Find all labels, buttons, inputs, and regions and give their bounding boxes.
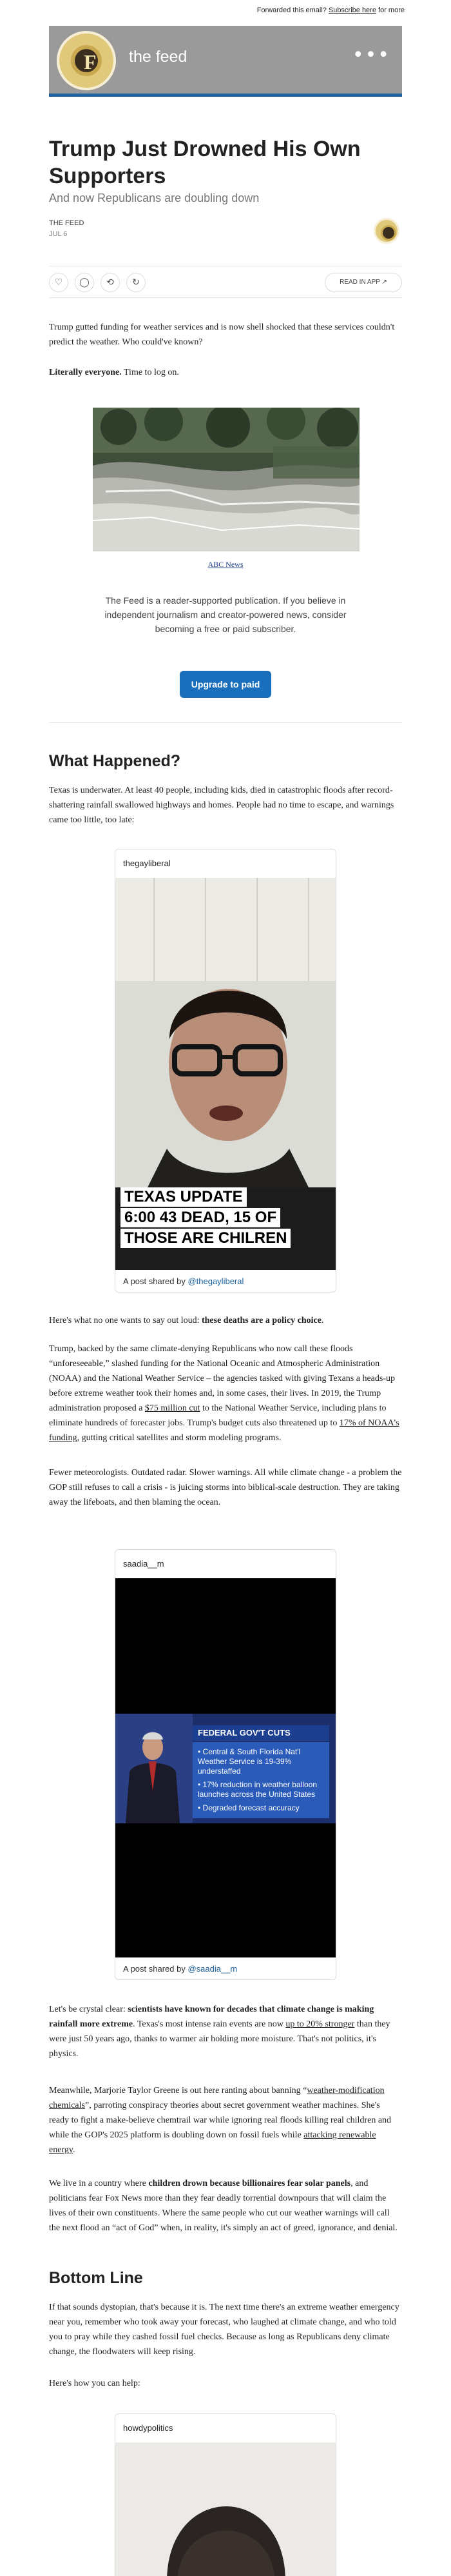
forward-text: Forwarded this email? bbox=[256, 6, 327, 14]
embed-username[interactable]: howdypolitics bbox=[123, 2423, 173, 2433]
author-avatar[interactable] bbox=[374, 218, 399, 244]
noaa-b: to the National Weather Service, including plans to eliminate hundreds of forecaster jobs. Trump's budget cuts also threatened up to bbox=[49, 1403, 387, 1428]
drown-pre: We live in a country where bbox=[49, 2179, 149, 2188]
drown-bold: children drown because billionaires fear solar panels bbox=[148, 2179, 351, 2188]
forward-bar bbox=[0, 6, 405, 14]
section-heading-what-happened: What Happened? bbox=[49, 752, 181, 770]
intro-paragraph-2 bbox=[49, 365, 402, 380]
clear-mid: . Texas's most intense rain events are now bbox=[133, 2019, 286, 2029]
link-noaa-funding[interactable]: 17% of NOAA's funding bbox=[49, 1418, 399, 1443]
mtg-c: . bbox=[72, 2145, 75, 2155]
paragraph-crystal-clear bbox=[49, 2002, 402, 2061]
overlay-line-1: TEXAS UPDATE bbox=[120, 1187, 247, 1207]
policy-pre: Here's what no one wants to say out loud: bbox=[49, 1316, 202, 1325]
news-bullet-2: • 17% reduction in weather balloon launches across the United States bbox=[198, 1780, 317, 1799]
logo-emblem bbox=[71, 45, 102, 76]
intro-paragraph: Trump gutted funding for weather services and is now shell shocked that these services couldn't predict the weather. Who could've known? bbox=[49, 322, 395, 347]
link-weather-modification[interactable]: weather-modification chemicals bbox=[49, 2086, 385, 2110]
article-title: Trump Just Drowned His Own Supporters bbox=[49, 137, 361, 188]
flood-photo[interactable] bbox=[93, 408, 360, 551]
upgrade-button[interactable]: Upgrade to paid bbox=[180, 671, 271, 698]
author-name[interactable]: THE FEED bbox=[49, 219, 84, 227]
paragraph-noaa-cuts bbox=[49, 1342, 402, 1445]
forward-suffix: for more bbox=[378, 6, 405, 14]
embed-footer-handle[interactable]: @thegayliberal bbox=[187, 1276, 244, 1286]
mtg-b: ”, parroting conspiracy theories about secret government weather machines. She's ready to fight a make-believe chemtrail war while ignoring real floods killing real children and while the GOP's 2025 platform is doubling down on fossil fuels while bbox=[49, 2101, 392, 2140]
link-20-percent-stronger[interactable]: up to 20% stronger bbox=[285, 2019, 355, 2029]
embed-footer-prefix: A post shared by bbox=[123, 1276, 188, 1286]
embed-username[interactable]: thegayliberal bbox=[123, 858, 171, 868]
publication-header[interactable] bbox=[49, 26, 402, 97]
clear-pre: Let's be crystal clear: bbox=[49, 2005, 128, 2014]
mtg-a: Meanwhile, Marjorie Taylor Greene is out here ranting about banning “ bbox=[49, 2086, 307, 2095]
paragraph-mtg bbox=[49, 2083, 402, 2157]
news-bullet-3: • Degraded forecast accuracy bbox=[198, 1803, 300, 1812]
photo-caption bbox=[0, 560, 451, 570]
logo-letter: F bbox=[84, 50, 97, 74]
clear-bold: scientists have known for decades that climate change is making rainfall more extreme bbox=[49, 2005, 374, 2029]
news-banner: FEDERAL GOV'T CUTS bbox=[193, 1725, 329, 1741]
video-frame-art bbox=[115, 2442, 336, 2576]
flood-photo-art bbox=[93, 408, 360, 551]
menu-icon[interactable]: ••• bbox=[352, 44, 390, 66]
caption-link[interactable]: ABC News bbox=[207, 560, 244, 569]
overlay-line-2: 6:00 43 DEAD, 15 OF bbox=[120, 1208, 280, 1227]
embed-footer bbox=[115, 1957, 237, 1980]
paragraph-fewer-meteorologists: Fewer meteorologists. Outdated radar. Slower warnings. All while climate change - a problem the GOP still refuses to call a crisis - is juicing storms into biblical-scale destruction. They are taking away the lifeboats, and then blaming the ocean. bbox=[49, 1468, 402, 1507]
action-row bbox=[49, 266, 402, 298]
policy-post: . bbox=[321, 1316, 324, 1325]
paragraph-how-to-help: Here's how you can help: bbox=[49, 2379, 140, 2388]
news-panel bbox=[193, 1742, 329, 1818]
embed-footer-handle[interactable]: @saadia__m bbox=[187, 1964, 238, 1974]
instagram-embed-1[interactable] bbox=[115, 849, 336, 1293]
intro-bold: Literally everyone. bbox=[49, 368, 122, 377]
comment-icon[interactable]: ◯ bbox=[75, 273, 94, 292]
publication-name: the feed bbox=[129, 48, 187, 66]
instagram-embed-2[interactable] bbox=[115, 1549, 336, 1980]
embed-username[interactable]: saadia__m bbox=[123, 1559, 164, 1569]
intro-rest: Time to log on. bbox=[121, 368, 179, 377]
paragraph-children-drown bbox=[49, 2176, 402, 2235]
share-icon[interactable]: ↻ bbox=[126, 273, 146, 292]
policy-bold: these deaths are a policy choice bbox=[201, 1316, 321, 1325]
section-heading-bottom-line: Bottom Line bbox=[49, 2269, 143, 2287]
link-attacking-renewable[interactable]: attacking renewable energy bbox=[49, 2130, 376, 2155]
embed-video[interactable] bbox=[115, 2442, 336, 2576]
news-bullet-1: • Central & South Florida Nat'l Weather Service is 19-39% understaffed bbox=[198, 1747, 301, 1776]
clear-post: than they were just 50 years ago, thanks to warmer air holding more moisture. That's not politics, it's physics. bbox=[49, 2019, 390, 2059]
paragraph-policy-choice bbox=[49, 1313, 402, 1328]
instagram-embed-3[interactable] bbox=[115, 2413, 336, 2576]
divider bbox=[49, 722, 402, 723]
embed-footer-prefix: A post shared by bbox=[123, 1964, 188, 1974]
subscribe-promo-text: The Feed is a reader-supported publication. If you believe in independent journalism and creator-powered news, consider becoming a free or paid subscriber. bbox=[104, 595, 347, 634]
article-subtitle: And now Republicans are doubling down bbox=[49, 192, 260, 204]
restack-icon[interactable]: ⟲ bbox=[101, 273, 120, 292]
noaa-a: Trump, backed by the same climate-denying Republicans who now call these floods “unforeseeable,” slashed funding for the National Oceanic and Atmospheric Administration (NOAA) and the National Weather Service – the agencies tasked with giving Texans a heads-up before extreme weather took their homes and, in some cases, their lives. In 2019, the Trump administration proposed a bbox=[49, 1344, 395, 1413]
subscribe-link[interactable]: Subscribe here bbox=[328, 6, 376, 14]
embed-video[interactable] bbox=[115, 878, 336, 1270]
post-date: JUL 6 bbox=[49, 230, 68, 238]
publication-logo bbox=[57, 31, 116, 90]
like-icon[interactable]: ♡ bbox=[49, 273, 68, 292]
link-75-million-cut[interactable]: $75 million cut bbox=[144, 1403, 200, 1413]
noaa-c: , gutting critical satellites and storm modeling programs. bbox=[77, 1433, 282, 1443]
drown-post: , and politicians fear Fox News more than they fear deadly torrential downpours that will claim the lives of their own constituents. Where the same people who cut our weather warnings will call the next flood an “act of God” when, in reality, it's simply an act of greed, ignorance, and denial. bbox=[49, 2179, 398, 2233]
paragraph-texas: Texas is underwater. At least 40 people, including kids, died in catastrophic floods after record-shattering rainfall swallowed highways and homes. People had no time to escape, and warnings came too little, too late: bbox=[49, 786, 394, 825]
overlay-line-3: THOSE ARE CHILREN bbox=[120, 1229, 291, 1248]
paragraph-dystopian: If that sounds dystopian, that's because it is. The next time there's an extreme weather emergency near you, remember who took away your forecast, who laughed at climate change, and who told you to pray while they cashed fossil fuel checks. Because as long as Republicans deny climate change, the floodwaters will keep rising. bbox=[49, 2303, 399, 2357]
read-in-app-button[interactable]: READ IN APP ↗ bbox=[325, 273, 402, 292]
embed-footer bbox=[115, 1270, 244, 1293]
embed-video[interactable] bbox=[115, 1578, 336, 1957]
